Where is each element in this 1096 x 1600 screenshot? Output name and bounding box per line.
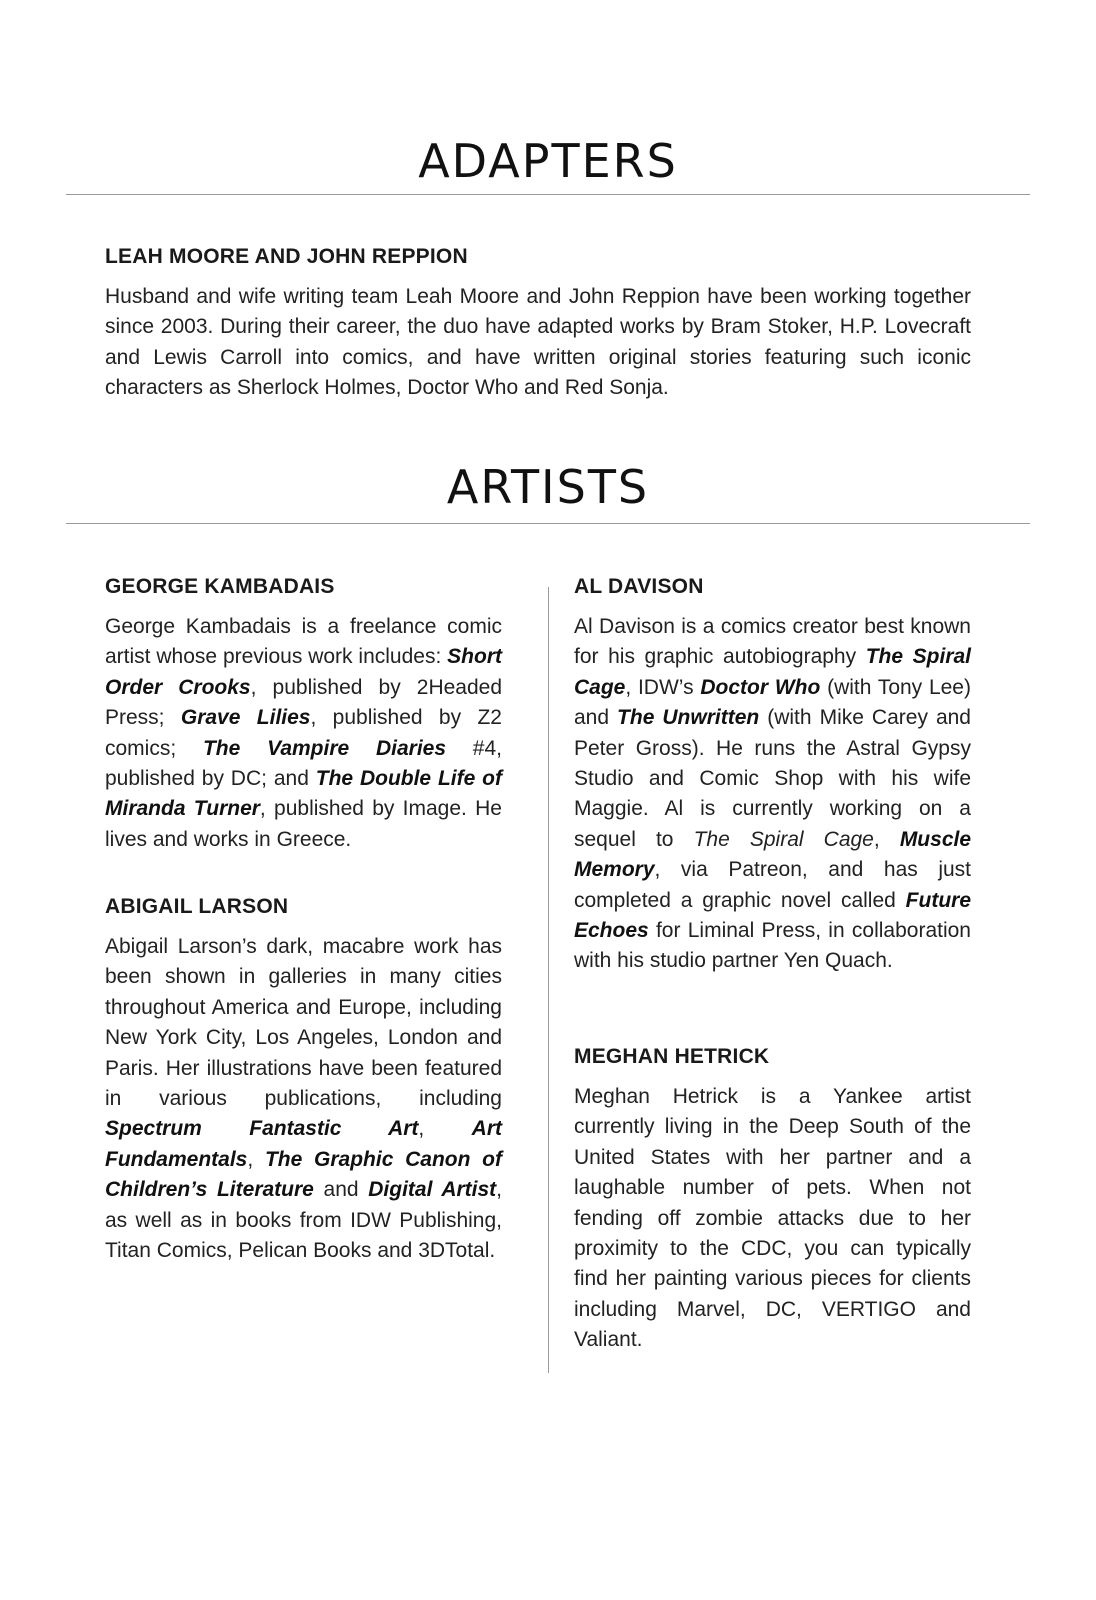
column-divider — [548, 587, 549, 1373]
bio-text-run: (with Tony Lee) and — [574, 675, 971, 730]
bio-text-run: , — [247, 1147, 265, 1171]
artist-name: MEGHAN HETRICK — [574, 1045, 770, 1068]
adapters-rule — [66, 194, 1030, 195]
artist-entry-george-kambadais — [105, 574, 502, 855]
adapter-bio — [105, 282, 971, 404]
adapter-entry — [105, 244, 971, 404]
title-emphasis: The Spiral Cage — [574, 645, 972, 699]
bio-text-run: Abigail Larson’s dark, macabre work has been shown in galleries in many cities throughout America and Europe, including New York City, Los Angeles, London and Paris. Her illustrations have been featured in various publications, including — [105, 935, 502, 1111]
bio-text-run: #4, published by DC; and — [105, 736, 502, 791]
artist-bio — [574, 612, 971, 977]
title-emphasis: Future Echoes — [574, 888, 971, 943]
bio-text-run: , — [418, 1117, 472, 1141]
bio-text-run: (with Mike Carey and Peter Gross). He runs the Astral Gypsy Studio and Comic Shop with his wife Maggie. Al is currently working on a sequel to — [574, 706, 971, 851]
bio-text-run: , as well as in books from IDW Publishing, Titan Comics, Pelican Books and 3DTotal. — [105, 1178, 502, 1263]
title-emphasis: Art Fundamentals — [105, 1117, 503, 1171]
bio-text-run: , published by Image. He lives and works in Greece. — [105, 797, 502, 851]
bio-text-run: , IDW’s — [625, 675, 701, 699]
title-emphasis: The Graphic Canon of Children’s Literature — [105, 1147, 502, 1202]
title-emphasis: Digital Artist — [368, 1178, 497, 1202]
bio-text-run: , — [873, 827, 900, 851]
bio-text-run: for Liminal Press, in collaboration with his studio partner Yen Quach. — [574, 919, 971, 973]
bio-text-run: George Kambadais is a freelance comic artist whose previous work includes: — [105, 615, 502, 669]
bio-text-run: , via Patreon, and has just completed a graphic novel called — [574, 858, 971, 912]
artist-entry-meghan-hetrick — [574, 1044, 971, 1356]
artists-rule — [66, 523, 1030, 524]
artist-bio — [105, 932, 502, 1266]
bio-text-run: and — [313, 1178, 369, 1202]
adapters-heading: ADAPTERS — [418, 134, 678, 188]
artist-entry-abigail-larson — [105, 894, 502, 1266]
bio-text-run: Husband and wife writing team Leah Moore and John Reppion have been working together since 2003. During their career, the duo have adapted works by Bram Stoker, H.P. Lovecraft and Lewis Carroll into comics, and have written original stories featuring such iconic characters as Sherlock Holmes, Doctor Who and Red Sonja. — [105, 285, 971, 400]
artist-entry-al-davison — [574, 574, 971, 977]
artist-bio — [574, 1082, 971, 1356]
artist-name: GEORGE KAMBADAIS — [105, 575, 335, 598]
title-italic: The Spiral Cage — [693, 827, 874, 851]
title-emphasis: The Unwritten — [617, 706, 760, 730]
bio-text-run: Meghan Hetrick is a Yankee artist currently living in the Deep South of the United States with her partner and a laughable number of pets. When not fending off zombie attacks due to her proximity to the CDC, you can typically find her painting various pieces for clients including Marvel, DC, VERTIGO and Valiant. — [574, 1085, 971, 1352]
title-emphasis: Spectrum Fantastic Art — [105, 1117, 419, 1141]
title-emphasis: Doctor Who — [700, 675, 821, 699]
title-emphasis: Muscle Memory — [574, 827, 972, 882]
bio-text-run: Al Davison is a comics creator best known for his graphic autobiography — [574, 615, 971, 669]
title-emphasis: Grave Lilies — [180, 706, 311, 730]
title-emphasis: The Double Life of Miranda Turner — [105, 767, 502, 821]
bio-text-run: , published by Z2 comics; — [105, 706, 502, 760]
bio-text-run: , published by 2Headed Press; — [105, 675, 503, 730]
artist-name: AL DAVISON — [574, 575, 704, 598]
title-emphasis: The Vampire Diaries — [202, 736, 447, 760]
adapter-name: LEAH MOORE AND JOHN REPPION — [105, 245, 468, 268]
title-emphasis: Short Order Crooks — [105, 645, 502, 699]
artist-bio — [105, 612, 502, 855]
artist-name: ABIGAIL LARSON — [105, 895, 289, 918]
artists-heading: ARTISTS — [446, 460, 650, 514]
